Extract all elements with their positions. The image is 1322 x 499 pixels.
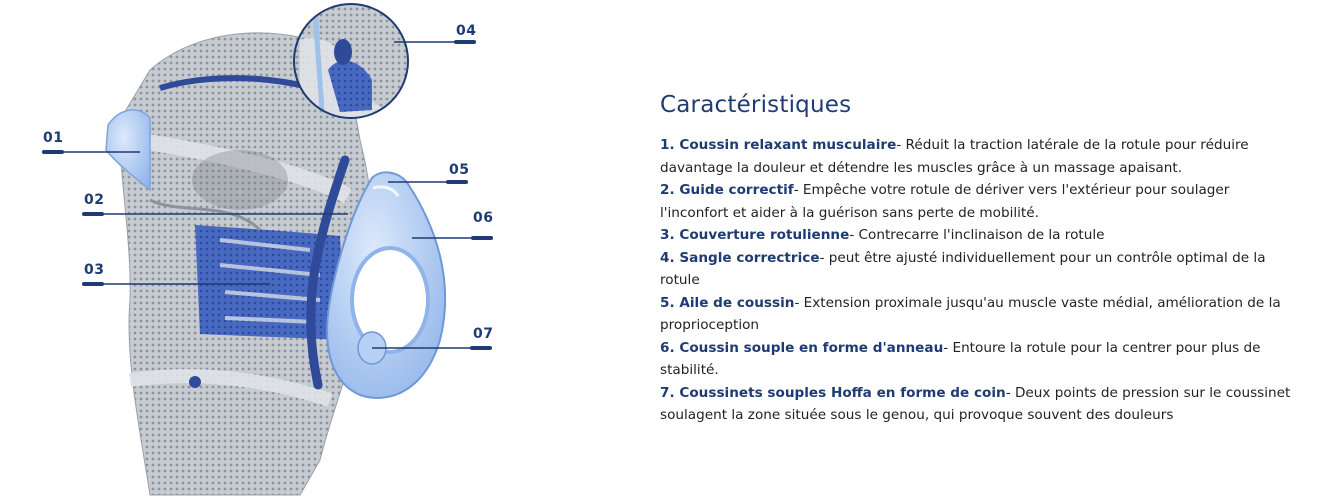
feature-item: [660, 224, 1300, 247]
feature-title: 1. Coussin relaxant musculaire: [660, 137, 897, 153]
feature-desc: - Empêche votre rotule de dériver vers l'extérieur pour soulager l'inconfort et aider à la guérison sans perte de mobilité.: [660, 182, 1230, 221]
feature-title: 4. Sangle correctrice: [660, 249, 820, 266]
callout-01: 01: [43, 130, 64, 146]
callout-06: 06: [473, 210, 494, 226]
feature-desc: - peut être ajusté individuellement pour un contrôle optimal de la rotule: [660, 249, 1266, 288]
knee-brace-illustration: [0, 0, 640, 499]
feature-item: [660, 247, 1300, 292]
callout-07: 07: [473, 326, 494, 342]
callout-03: 03: [84, 262, 105, 278]
feature-desc: - Réduit la traction latérale de la rotule pour réduire davantage la douleur et détendre les muscles grâce à un massage apaisant.: [660, 137, 1249, 176]
feature-item: [660, 134, 1300, 179]
feature-title: 7. Coussinets souples Hoffa en forme de coin: [660, 384, 1006, 401]
brand-logo-icon: [189, 376, 201, 388]
feature-desc: - Extension proximale jusqu'au muscle vaste médial, amélioration de la proprioception: [660, 294, 1281, 333]
feature-title: 2. Guide correctif: [660, 182, 794, 198]
feature-title: 3. Couverture rotulienne: [660, 227, 850, 243]
callout-05: 05: [449, 162, 470, 178]
callout-04: 04: [456, 23, 477, 39]
feature-item: [660, 179, 1300, 224]
callout-02: 02: [84, 192, 105, 208]
feature-title: 6. Coussin souple en forme d'anneau: [660, 339, 944, 356]
feature-item: [660, 337, 1300, 382]
feature-list: [660, 134, 1300, 427]
feature-desc: - Entoure la rotule pour la centrer pour plus de stabilité.: [660, 339, 1261, 378]
feature-title: 5. Aile de coussin: [660, 294, 795, 311]
feature-item: [660, 292, 1300, 337]
features-panel: [660, 92, 1300, 427]
feature-desc: - Contrecarre l'inclinaison de la rotule: [849, 227, 1105, 243]
feature-desc: - Deux points de pression sur le coussinet soulagent la zone située sous le genou, qui provoque souvent des douleurs: [660, 384, 1291, 423]
section-title: Caractéristiques: [660, 92, 852, 118]
feature-item: [660, 382, 1300, 427]
